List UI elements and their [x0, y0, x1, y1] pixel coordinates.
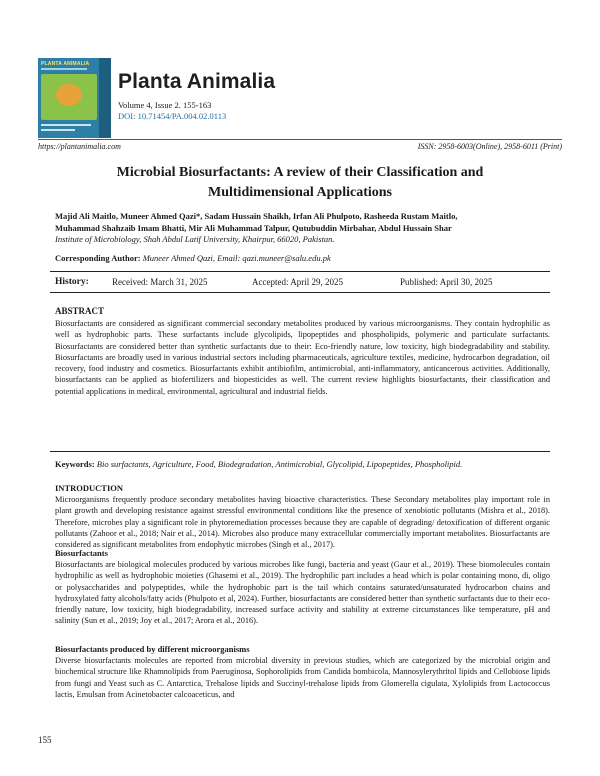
keywords-label: Keywords:	[55, 459, 95, 469]
history-accepted: Accepted: April 29, 2025	[252, 277, 343, 287]
history-published: Published: April 30, 2025	[400, 277, 493, 287]
history-top-rule	[50, 271, 550, 272]
introduction-text: Microorganisms frequently produce secondary metabolites having bioactive characteristics. These Secondary metabolites play important role in plant growth and developing resistance against stressful environmental conditions like the presence of xenobiotic pollutants (Mishra et al., 2018). Therefore, microbes play a significant role in phytoremediation processes because they are capable of degrading/ detoxification of different organic pollutants (Zahoor et al., 2018; Nair et al., 2014). Microbes also produce many extracellular commercially important metabolites. Biosurfactants are considered as significant metabolites from endophytic microbes (Singh et al., 2017).	[55, 495, 550, 550]
authors-line-1: Majid Ali Maitlo, Muneer Ahmed Qazi*, Sadam Hussain Shaikh, Irfan Ali Phulpoto, Rasheeda Rustam Maitlo,	[55, 211, 458, 221]
corr-text: Muneer Ahmed Qazi, Email: qazi.muneer@salu.edu.pk	[142, 253, 331, 263]
journal-cover-image	[38, 58, 111, 138]
produced-heading: Biosurfactants produced by different microorganisms	[55, 644, 250, 654]
authors-line-2: Muhammad Shahzaib Imam Bhatti, Mir Ali Muhammad Talpur, Qutubuddin Mirbahar, Abdul Hussain Shar	[55, 223, 452, 233]
journal-url[interactable]: https://plantanimalia.com	[38, 142, 121, 151]
history-bottom-rule	[50, 292, 550, 293]
journal-name: Planta Animalia	[118, 70, 276, 93]
page-number: 155	[38, 735, 52, 745]
article-title	[60, 163, 540, 203]
produced-text: Diverse biosurfactants molecules are reported from microbial diversity in previous studies, which are categorized by the microbial origin and biochemical structure like Rhamnolipids from Paeruginosa, Sophorolipids from Candida bombicola, Mannosylerythritol lipids and Cellobiose lipids from fungi and Yeast such as C. Antarctica, Trehalose lipids and Succinyl-trehalose lipids from Glomerella cigulata, Xylolipids from Lactococcus lactis, Emulsan from Acinetobacter calcoaceticus, and	[55, 656, 550, 699]
history-received: Received: March 31, 2025	[112, 277, 208, 287]
introduction-heading: INTRODUCTION	[55, 483, 124, 493]
doi-link[interactable]: DOI: 10.71454/PA.004.02.0113	[118, 111, 227, 121]
issn: ISSN: 2958-6003(Online), 2958-6011 (Print)	[417, 142, 562, 151]
abstract-text: Biosurfactants are considered as significant commercial secondary metabolites produced by various microorganisms. They contain hydrophilic as well as hydrophobic parts. These surfactants include glycolipids, lipopeptides and phospholipids, polymeric and particulate surfactants. Biosurfactants are considered better than synthetic surfactants due to their: Eco-friendly nature, low toxicity, high biodegradability and stability. Biosurfactants are broadly used in various industrial sectors including pharmaceuticals, agriculture textiles, medicine, hydrocarbon degradation, oil recovery, food industry and cosmetics. Biosurfactants exhibit antibiofilm, antimicrobial, anti-inflammatory, anticancerous activities. Additionally, biosurfactants can be applied as biofertilizers and biopesticides as well. The current review highlights biosurfactants, their classification and potential applications in medical, environmental, agricultural and industrial fields.	[55, 319, 550, 396]
keywords	[55, 459, 550, 469]
corr-label: Corresponding Author:	[55, 253, 141, 263]
biosurfactants-heading: Biosurfactants	[55, 548, 108, 558]
abstract-heading: ABSTRACT	[55, 306, 105, 316]
volume-issue: Volume 4, Issue 2. 155-163	[118, 100, 212, 110]
title-line-2: Multidimensional Applications	[208, 185, 392, 200]
affiliation: Institute of Microbiology, Shah Abdul Latif University, Khairpur, 66020, Pakistan.	[55, 234, 335, 244]
keywords-text: Bio surfactants, Agriculture, Food, Biodegradation, Antimicrobial, Glycolipid, Lipopeptides, Phospholipid.	[96, 459, 463, 469]
history-label: History:	[55, 277, 89, 287]
header-divider	[38, 139, 562, 140]
biosurfactants-text: Biosurfactants are biological molecules produced by various microbes like fungi, bacteria and yeast (Gaur et al., 2019). These biomolecules contain hydrophilic as well as hydrophobic moieties (Ghasemi et al., 2019). The hydrophilic part includes a head which is polar containing mono, di, oligo or polysaccharides and polypeptides, while the hydrophobic part is the tail which contains saturated/unsaturated hydrocarbon chains and hydroxylated fatty alcohols/fatty acids (Phulpoto et al, 2024). Further, biosurfactants are considered better than synthetic surfactants due to their eco-friendly nature, low toxicity, high biodegradability, increased surface activity and stability at extreme circumstances like temperature, pH and salinity (Sun et al., 2019; Joy et al., 2017; Arora et al., 2016).	[55, 560, 550, 626]
abstract-rule	[50, 451, 550, 452]
title-line-1: Microbial Biosurfactants: A review of their Classification and	[116, 165, 484, 180]
authors	[55, 210, 550, 234]
corresponding-author	[55, 253, 331, 263]
cover-title: PLANTA ANIMALIA	[41, 61, 90, 67]
